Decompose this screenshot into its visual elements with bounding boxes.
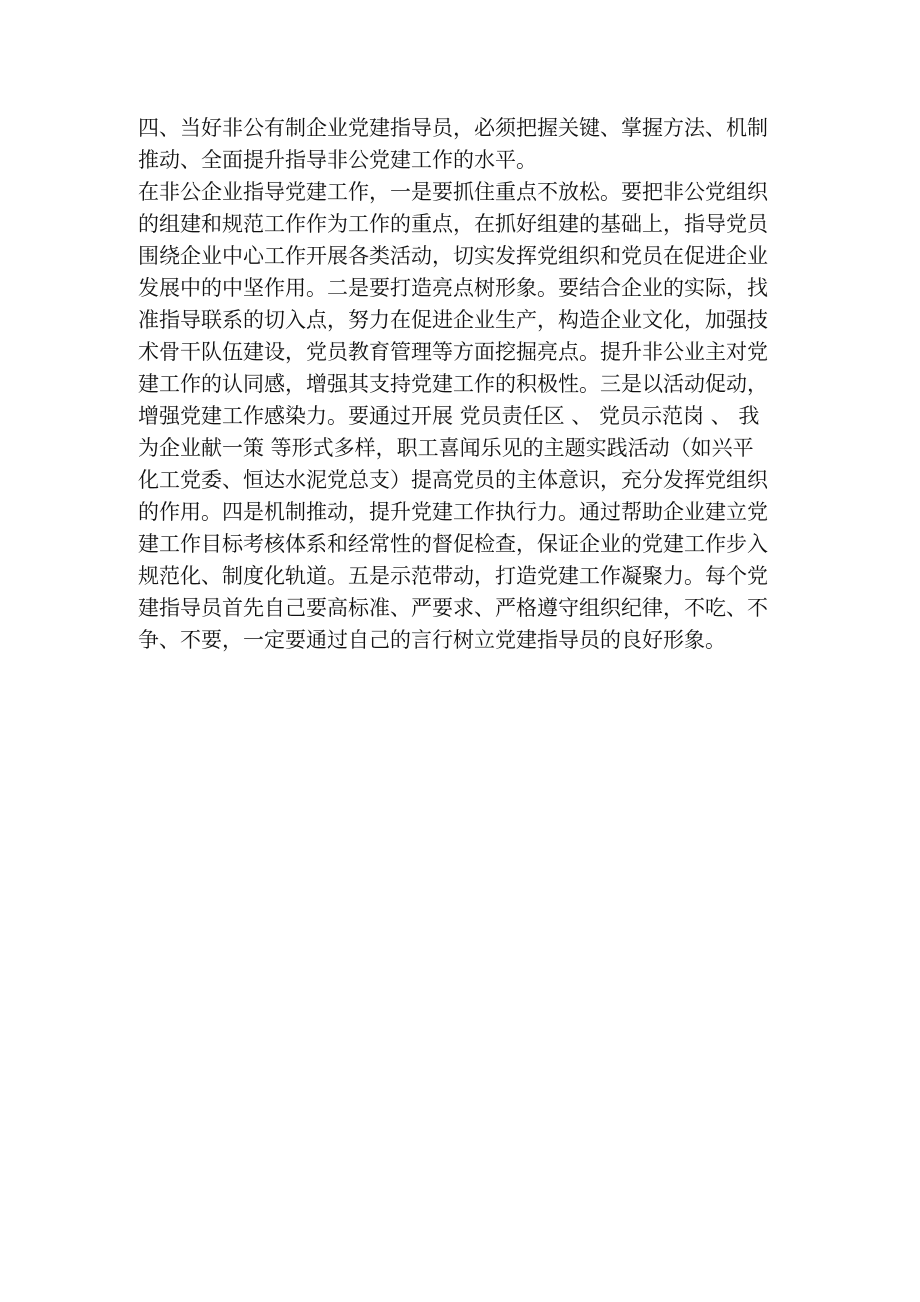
text-line: 建工作的认同感，增强其支持党建工作的积极性。三是以活动促动， [138, 372, 768, 396]
text-line: 的组建和规范工作作为工作的重点，在抓好组建的基础上，指导党员 [138, 212, 768, 236]
text-line: 的作用。四是机制推动，提升党建工作执行力。通过帮助企业建立党 [138, 500, 768, 524]
text-line: 推动、全面提升指导非公党建工作的水平。 [138, 148, 537, 172]
text-line: 为企业献一策 等形式多样，职工喜闻乐见的主题实践活动（如兴平 [138, 436, 754, 460]
text-line: 建指导员首先自己要高标准、严要求、严格遵守组织纪律，不吃、不 [138, 596, 768, 620]
text-line: 化工党委、恒达水泥党总支）提高党员的主体意识，充分发挥党组织 [138, 468, 768, 492]
text-line: 四、当好非公有制企业党建指导员，必须把握关键、掌握方法、机制 [138, 116, 768, 140]
text-line: 发展中的中坚作用。二是要打造亮点树形象。要结合企业的实际，找 [138, 276, 768, 300]
text-line: 建工作目标考核体系和经常性的督促检查，保证企业的党建工作步入 [138, 532, 768, 556]
text-line: 准指导联系的切入点，努力在促进企业生产，构造企业文化，加强技 [138, 308, 768, 332]
text-line: 争、不要，一定要通过自己的言行树立党建指导员的良好形象。 [138, 628, 726, 652]
text-line: 术骨干队伍建设，党员教育管理等方面挖掘亮点。提升非公业主对党 [138, 340, 768, 364]
text-line: 在非公企业指导党建工作，一是要抓住重点不放松。要把非公党组织 [138, 180, 768, 204]
text-line: 围绕企业中心工作开展各类活动，切实发挥党组织和党员在促进企业 [138, 244, 768, 268]
text-line: 规范化、制度化轨道。五是示范带动，打造党建工作凝聚力。每个党 [138, 564, 768, 588]
body-text [138, 112, 798, 656]
text-line: 增强党建工作感染力。要通过开展 党员责任区 、 党员示范岗 、 我 [138, 404, 760, 428]
